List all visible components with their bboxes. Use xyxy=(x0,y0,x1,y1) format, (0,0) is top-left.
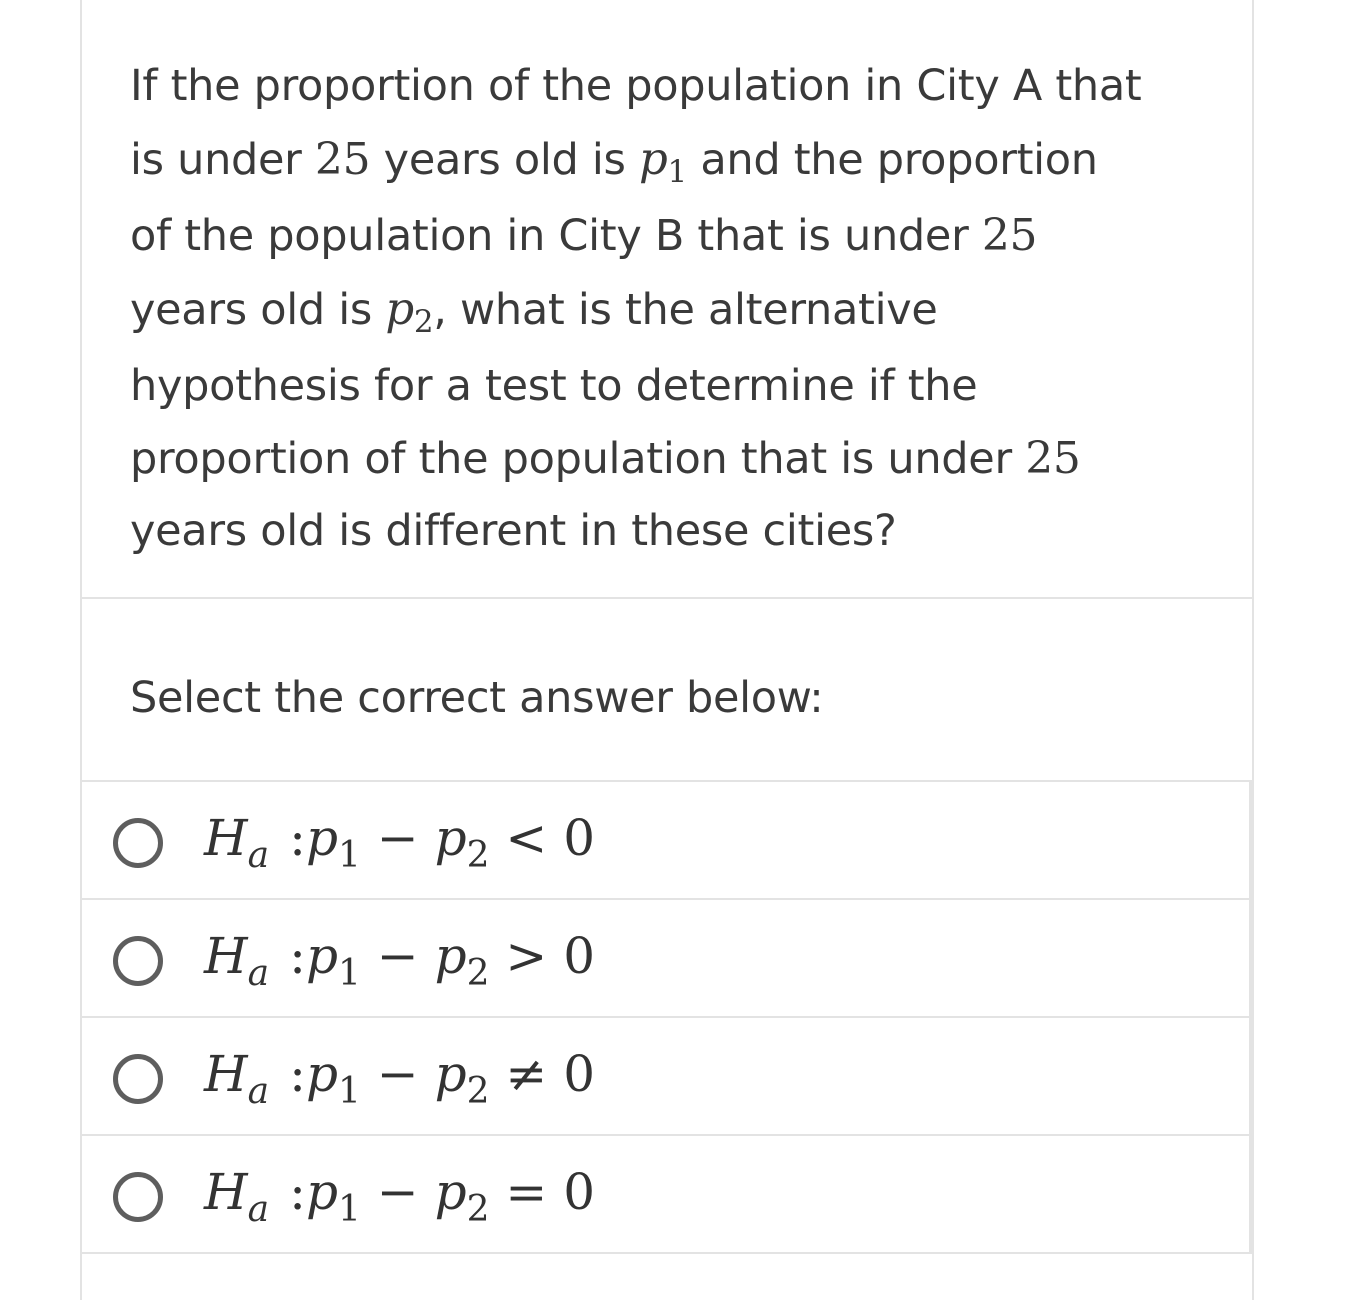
question-line: years old is different in these cities? xyxy=(130,506,897,556)
answer-option-3[interactable] xyxy=(82,1018,1252,1135)
option-formula: $H_a$ $:p_1 - p_2 < 0$ xyxy=(204,809,596,876)
radio-unselected-icon[interactable] xyxy=(113,818,163,868)
radio-unselected-icon[interactable] xyxy=(113,1054,163,1104)
question-text xyxy=(130,50,1210,568)
answer-option-1[interactable] xyxy=(82,782,1252,899)
options-bottom-divider xyxy=(82,1252,1252,1254)
section-divider xyxy=(82,597,1252,599)
option-formula: $H_a$ $:p_1 - p_2 > 0$ xyxy=(204,927,596,994)
radio-unselected-icon[interactable] xyxy=(113,936,163,986)
math-p2: p2 xyxy=(385,281,434,340)
question-line: of the population in City B that is under 25 xyxy=(130,210,1038,261)
number-25: 25 xyxy=(1025,432,1081,484)
number-25: 25 xyxy=(981,210,1038,261)
radio-unselected-icon[interactable] xyxy=(113,1172,163,1222)
question-line: years old is p2, what is the alternative xyxy=(130,281,938,340)
number-25: 25 xyxy=(314,133,371,185)
math-p1: p1 xyxy=(639,131,687,190)
question-line: is under 25 years old is p1 and the proportion xyxy=(130,131,1098,190)
question-line: hypothesis for a test to determine if the xyxy=(130,361,978,411)
question-line: proportion of the population that is under 25 xyxy=(130,432,1081,484)
answer-option-2[interactable] xyxy=(82,900,1252,1017)
answer-option-4[interactable] xyxy=(82,1136,1252,1253)
question-line: If the proportion of the population in City A that xyxy=(130,61,1142,111)
answer-prompt: Select the correct answer below: xyxy=(130,673,824,723)
option-formula: $H_a$ $:p_1 - p_2 = 0$ xyxy=(204,1163,596,1230)
option-formula: $H_a$ $:p_1 - p_2 \ne 0$ xyxy=(204,1045,596,1112)
question-card xyxy=(80,0,1254,1300)
